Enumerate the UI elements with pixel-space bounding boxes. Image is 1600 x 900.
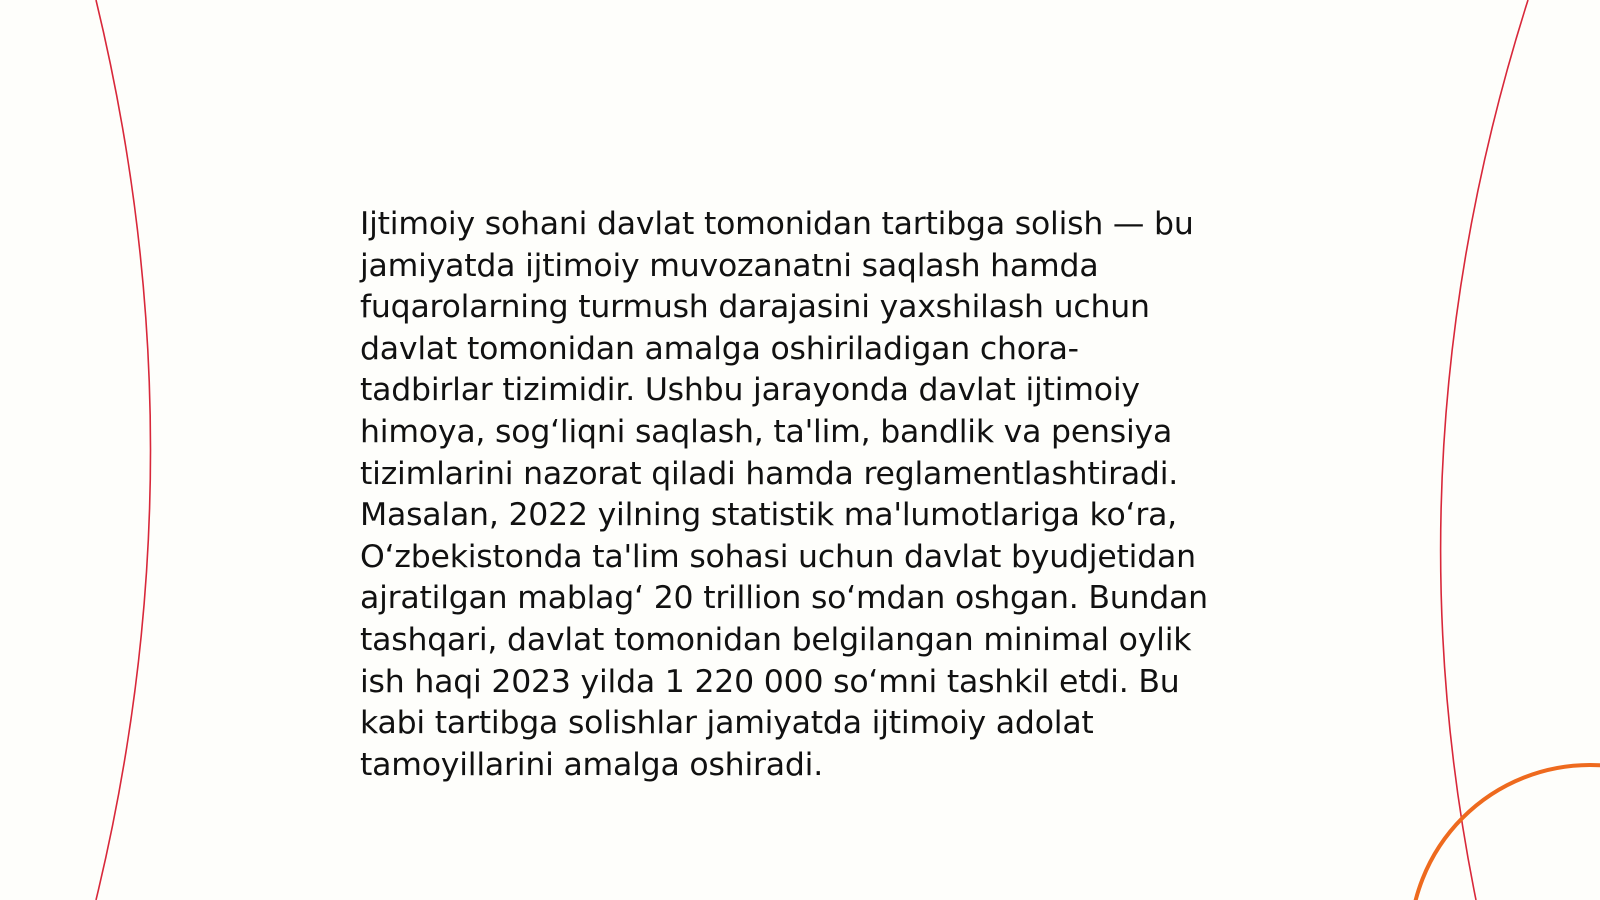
- orange-arc: [1410, 765, 1600, 900]
- paragraph-line: ish haqi 2023 yilda 1 220 000 so‘mni tashkil etdi. Bu: [360, 663, 1180, 700]
- paragraph-line: Masalan, 2022 yilning statistik ma'lumotlariga ko‘ra,: [360, 497, 1177, 534]
- text-box: [360, 204, 1260, 786]
- paragraph-line: ajratilgan mablag‘ 20 trillion so‘mdan oshgan. Bundan: [360, 580, 1208, 617]
- paragraph-line: himoya, sog‘liqni saqlash, ta'lim, bandlik va pensiya: [360, 413, 1173, 450]
- paragraph-line: jamiyatda ijtimoiy muvozanatni saqlash hamda: [360, 247, 1099, 284]
- paragraph-line: O‘zbekistonda ta'lim sohasi uchun davlat byudjetidan: [360, 538, 1196, 575]
- body-paragraph: [360, 204, 1260, 786]
- paragraph-line: tadbirlar tizimidir. Ushbu jarayonda davlat ijtimoiy: [360, 372, 1140, 409]
- paragraph-line: tashqari, davlat tomonidan belgilangan minimal oylik: [360, 621, 1192, 658]
- paragraph-line: kabi tartibga solishlar jamiyatda ijtimoiy adolat: [360, 705, 1094, 742]
- paragraph-line: davlat tomonidan amalga oshiriladigan chora-: [360, 330, 1079, 367]
- paragraph-line: tamoyillarini amalga oshiradi.: [360, 746, 824, 783]
- paragraph-line: fuqarolarning turmush darajasini yaxshilash uchun: [360, 289, 1150, 326]
- paragraph-line: tizimlarini nazorat qiladi hamda reglamentlashtiradi.: [360, 455, 1179, 492]
- left-arc: [96, 0, 151, 900]
- paragraph-line: Ijtimoiy sohani davlat tomonidan tartibga solish — bu: [360, 206, 1194, 242]
- right-arc: [1441, 0, 1528, 900]
